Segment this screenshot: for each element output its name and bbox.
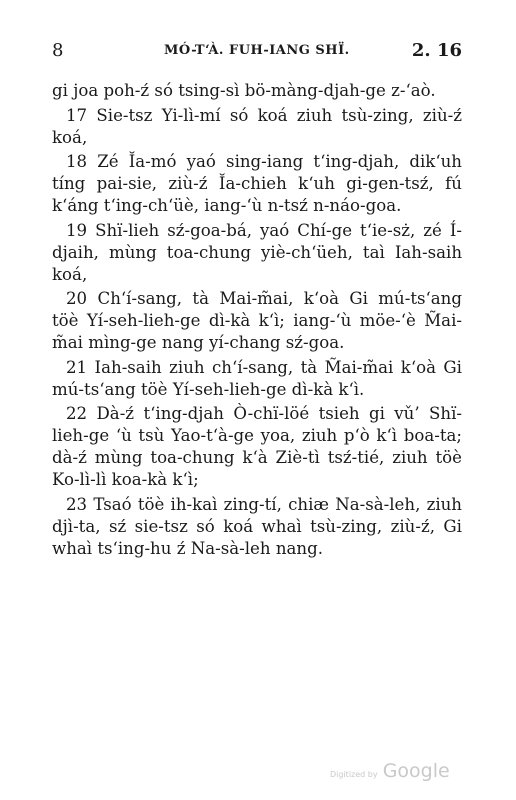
verse-22: 22 Dà-ź t‘ing-djah Ò-chï-löé tsieh gi vǔ’ Shï-lieh-ge ‘ù tsù Yao-t‘à-ge yoa, ziuh p‘ò k‘ì boa-ta; dà-ź mùng toa-chung k‘à Ziè-tì tsź-tié, ziuh töè Ko-lì-lì koa-kà k‘ì; [52,404,462,489]
verse-18: 18 Zé Ĭa-mó yaó sing-iang t‘ing-djah, dik‘uh tíng pai-sie, ziù-ź Ĭa-chieh k‘uh gi-gen-tsź, fú k‘áng t‘ing-ch‘üè, iang-‘ù n-tsź n-náo-goa. [52,152,462,215]
watermark-prefix: Digitized by [330,770,378,779]
page-number: 8 [52,40,64,61]
verse-21: 21 Iah-saih ziuh ch‘í-sang, tà M̃ai-m̃ai k‘oà Gi mú-ts‘ang töè Yí-seh-lieh-ge dì-kà k‘ì. [52,357,462,399]
watermark-brand: Google [382,760,450,782]
verse-19: 19 Shï-lieh sź-goa-bá, yaó Chí-ge t‘ie-sż, zé Í-djaih, mùng toa-chung yiè-ch‘üeh, taì Iah-saih koá, [52,220,462,284]
verse-17: 17 Sie-tsz Yi-lì-mí só koá ziuh tsù-zing, ziù-ź koá, [52,105,462,147]
page-body [52,80,462,562]
running-title: MÓ-T‘À. FUH-IANG SHÏ. [164,43,350,58]
verse-20: 20 Ch‘í-sang, tà Mai-m̃ai, k‘oà Gi mú-ts‘ang töè Yí-seh-lieh-ge dì-kà k‘ì; iang-‘ù möe-‘è M̃ai-m̃ai mìng-ge nang yí-chang sź-goa. [52,289,462,352]
chapter-verse-ref: 2. 16 [411,40,462,61]
verse-23: 23 Tsaó töè ih-kaì zing-tí, chiæ Na-sà-leh, ziuh djì-ta, sź sie-tsz só koá whaì tsù-zing, ziù-ź, Gi whaì ts‘ing-hu ź Na-sà-leh nang. [52,494,462,558]
digitized-watermark [330,760,450,782]
paragraph-continuation: gi joa poh-ź só tsing-sì bö-màng-djah-ge z-‘aò. [52,81,436,100]
running-header [52,40,462,62]
